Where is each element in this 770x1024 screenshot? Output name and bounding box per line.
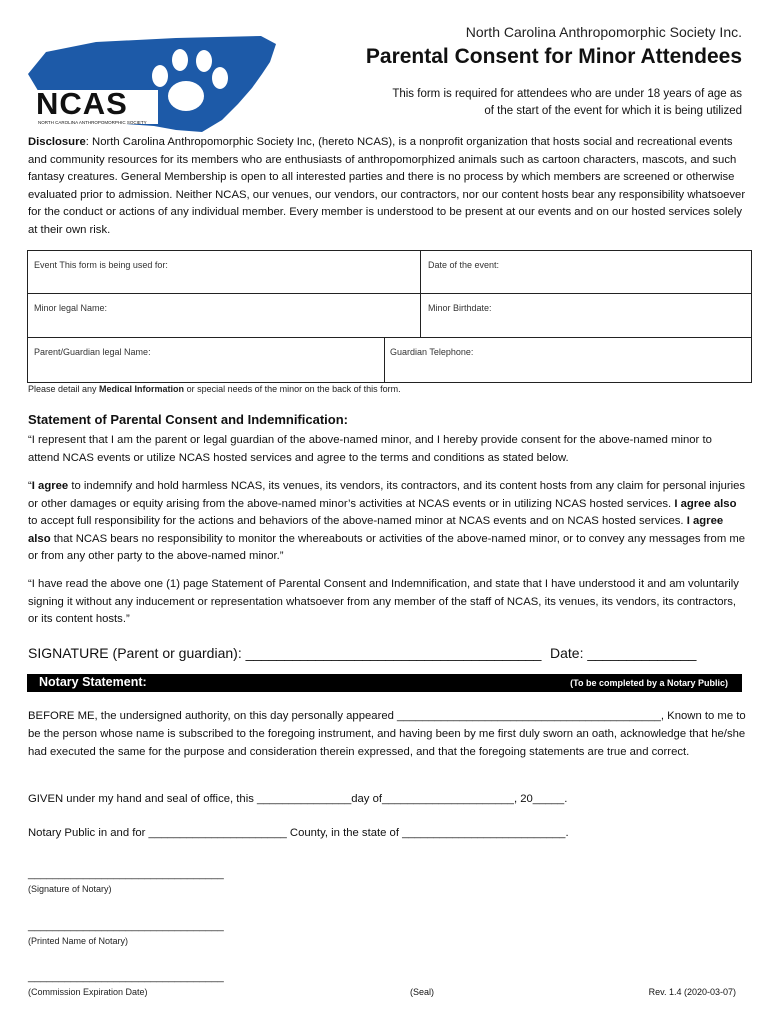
intro-line-1: This form is required for attendees who are under 18 years of age as [392, 88, 742, 100]
disclosure-text: : North Carolina Anthropomorphic Society Inc, (hereto NCAS), is a nonprofit organization that hosts social and recreational events and community resources for its members who are enthusiasts of anthropomorphized animals such as cartoon characters, mascots, and such fantasy creatures. General Membership is open to all interested parties and there is no process by which members are screened or otherwise evaluated prior to admission. Neither NCAS, our venues, our vendors, our contractors, nor our content hosts bear any responsibility whatsoever for the conduct or actions of any individual member. Every member is understood to be present at our events and on our hosted services solely at their own risk. [28, 136, 746, 236]
divider [28, 337, 751, 338]
minor-name-field[interactable]: Minor legal Name: [34, 303, 108, 313]
medical-note [28, 384, 401, 394]
notary-printed-name-label: (Printed Name of Notary) [28, 936, 129, 946]
notary-given-line[interactable]: GIVEN under my hand and seal of office, this _______________day of_____________________, 20_____. [28, 793, 568, 805]
intro-line-2: of the start of the event for which it is being utilized [484, 105, 742, 117]
agree-also-bold: I agree also [674, 497, 737, 510]
divider [420, 251, 421, 337]
signature-date-line[interactable]: Date: ______________ [550, 645, 697, 661]
paragraph-text: to indemnify and hold harmless NCAS, its venues, its vendors, its contractors, and its content hosts from any claim for personal injuries or other damages or equity arising from the above-named minor’s activities at NCAS events or in utilizing NCAS hosted services. [28, 480, 746, 510]
notary-note: (To be completed by a Notary Public) [570, 678, 728, 688]
consent-paragraph: “I represent that I am the parent or legal guardian of the above-named minor, and I hereby provide consent for the above-named minor to attend NCAS events or utilize NCAS hosted services and agree to the terms and conditions as stated below. [28, 434, 712, 464]
medical-note-bold: Medical Information [99, 384, 185, 394]
quote-mark: “ [28, 480, 32, 492]
seal-label: (Seal) [410, 987, 435, 997]
revision-label: Rev. 1.4 (2020-03-07) [648, 987, 736, 997]
statement-title: Statement of Parental Consent and Indemnification: [28, 412, 348, 427]
guardian-signature-line[interactable]: SIGNATURE (Parent or guardian): ______________________________________ [28, 645, 542, 661]
medical-note-text: or special needs of the minor on the back of this form. [184, 384, 401, 394]
disclosure-label: Disclosure [28, 136, 86, 148]
organization-name: North Carolina Anthropomorphic Society Inc. [465, 24, 742, 40]
commission-expiration-line[interactable]: ________________________________ [28, 971, 224, 983]
disclosure-paragraph [28, 134, 748, 239]
event-date-field[interactable]: Date of the event: [428, 260, 500, 270]
ncas-logo [26, 34, 278, 134]
form-title: Parental Consent for Minor Attendees [365, 45, 742, 68]
logo-subtext: NORTH CAROLINA ANTHROPOMORPHIC SOCIETY [38, 120, 147, 125]
minor-birthdate-field[interactable]: Minor Birthdate: [428, 303, 492, 313]
intro-text [322, 86, 742, 120]
commission-expiration-label: (Commission Expiration Date) [28, 987, 148, 997]
logo-text: NCAS [36, 86, 128, 121]
notary-printed-name-line[interactable]: ________________________________ [28, 920, 224, 932]
notary-title: Notary Statement: [39, 675, 147, 689]
paragraph-text: to accept full responsibility for the actions and behaviors of the above-named minor at NCAS events and on NCAS hosted services. [28, 515, 687, 527]
event-field[interactable]: Event This form is being used for: [34, 260, 168, 270]
notary-public-line[interactable]: Notary Public in and for ______________________ County, in the state of __________________________. [28, 827, 569, 839]
paragraph-text: that NCAS bears no responsibility to monitor the whereabouts or activities of the above-named minor, or to convey any messages from me or from any other party to the above-named minor.” [28, 532, 746, 562]
notary-signature-line[interactable]: ________________________________ [28, 868, 224, 880]
notary-before-me-paragraph: BEFORE ME, the undersigned authority, on this day personally appeared __________________________________________, Known to me to be the person whose name is subscribed to the foregoing instrument, and having been by me first duly sworn an oath, acknowledge that he/she had executed the same for the purpose and consideration therein expressed, and that the foregoing statements are true and correct. [28, 710, 746, 758]
notary-signature-label: (Signature of Notary) [28, 884, 112, 894]
medical-note-text: Please detail any [28, 384, 100, 394]
agree-bold: I agree [31, 480, 69, 492]
notary-header-bar [27, 674, 742, 692]
attendee-fields-box [27, 250, 752, 383]
guardian-name-field[interactable]: Parent/Guardian legal Name: [34, 347, 151, 357]
acknowledgement-paragraph: “I have read the above one (1) page Statement of Parental Consent and Indemnification, and state that I have understood it and am voluntarily signing it without any inducement or representation whatsoever from any member of the staff of NCAS, its venues, its vendors, its contractors, or its content hosts.” [28, 578, 739, 625]
agree-also-bold: I agree also [28, 515, 724, 545]
guardian-phone-field[interactable]: Guardian Telephone: [390, 347, 474, 357]
indemnification-paragraph [28, 478, 746, 566]
divider [28, 293, 751, 294]
divider [384, 337, 385, 383]
